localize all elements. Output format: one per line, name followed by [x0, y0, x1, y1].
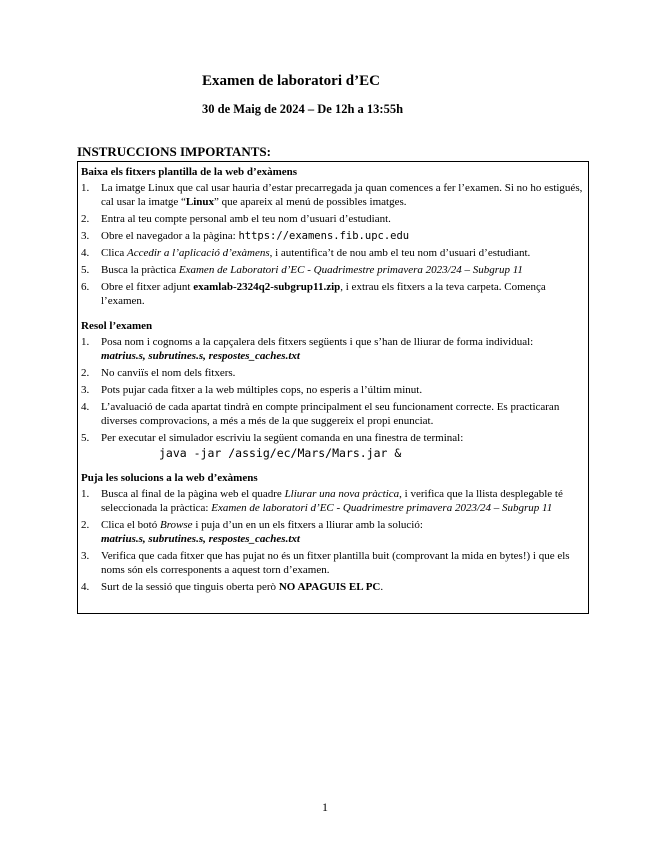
step-text: Busca al final de la pàgina web el quadre — [101, 488, 285, 500]
practice-name: Examen de laboratori d’EC - Quadrimestre primavera 2023/24 – Subgrup 11 — [211, 502, 553, 514]
step-text: Posa nom i cognoms a la capçalera dels fitxers següents i que s’han de lliurar de forma individual: — [101, 336, 534, 348]
item-number: 1. — [81, 488, 90, 500]
download-steps-list — [81, 181, 588, 308]
item-number: 3. — [81, 230, 90, 242]
linux-image-name: Linux — [185, 196, 215, 208]
upload-steps-list — [81, 487, 588, 594]
step-text: ” que apareix al menú de possibles imatges. — [214, 196, 407, 208]
list-item — [81, 580, 588, 594]
item-number: 5. — [81, 432, 90, 444]
instructions-heading: INSTRUCCIONS IMPORTANTS: — [77, 144, 271, 159]
step-text: Obre el fitxer adjunt — [101, 281, 194, 293]
item-number: 3. — [81, 384, 90, 396]
step-text: Clica el botó — [101, 519, 160, 531]
step-text: No canviïs el nom dels fitxers. — [101, 367, 236, 379]
browse-button-name: Browse — [159, 519, 193, 531]
exam-url: https://examens.fib.upc.edu — [238, 230, 410, 242]
submit-box-name: Lliurar una nova pràctica — [284, 488, 400, 500]
item-number: 2. — [81, 519, 90, 531]
section-download-title: Baixa els fitxers plantilla de la web d’exàmens — [81, 166, 298, 178]
item-number: 3. — [81, 550, 90, 562]
step-text: La imatge Linux que cal usar hauria d’estar precarregada ja quan comences a fer l’examen. Si no ho estigués, cal usar la imatge “ — [101, 182, 583, 208]
item-number: 2. — [81, 213, 90, 225]
step-text: i puja d’un en un els fitxers a lliurar amb la solució: — [192, 519, 423, 531]
list-item — [81, 246, 588, 260]
item-number: 4. — [81, 247, 90, 259]
exam-title: Examen de laboratori d’EC — [202, 73, 380, 89]
list-item — [81, 366, 588, 380]
files-list: matrius.s, subrutines.s, respostes_caches.txt — [101, 533, 300, 545]
app-access-label: Accedir a l’aplicació d’exàmens — [126, 247, 270, 259]
solve-steps-list — [81, 335, 588, 460]
warning-text: NO APAGUIS EL PC — [278, 581, 381, 593]
list-item — [81, 400, 588, 428]
list-item — [81, 549, 588, 577]
item-number: 4. — [81, 581, 90, 593]
list-item — [81, 212, 588, 226]
files-list: matrius.s, subrutines.s, respostes_caches.txt — [101, 350, 300, 362]
list-item — [81, 280, 588, 308]
exam-date: 30 de Maig de 2024 – De 12h a 13:55h — [202, 102, 404, 116]
step-text: L’avaluació de cada apartat tindrà en compte principalment el seu funcionament correcte. Es practicaran diverses comprovacions, a més a més de la que suggereix el propi enunciat. — [101, 401, 560, 427]
step-text: Per executar el simulador escriviu la següent comanda en una finestra de terminal: — [101, 432, 464, 444]
simulator-command: java -jar /assig/ec/Mars/Mars.jar & — [159, 446, 402, 460]
step-text: Entra al teu compte personal amb el teu nom d’usuari d’estudiant. — [101, 213, 391, 225]
section-solve-title: Resol l’examen — [81, 320, 153, 332]
list-item — [81, 383, 588, 397]
step-text: Busca la pràctica — [101, 264, 179, 276]
item-number: 2. — [81, 367, 90, 379]
step-text: . — [380, 581, 384, 593]
list-item — [81, 518, 588, 546]
step-text: Clica — [101, 247, 127, 259]
step-text: Pots pujar cada fitxer a la web múltiples cops, no esperis a l’últim minut. — [101, 384, 423, 396]
instructions-box — [77, 161, 589, 614]
step-text: , i autentifica’t de nou amb el teu nom d’usuari d’estudiant. — [269, 247, 531, 259]
step-text: Verifica que cada fitxer que has pujat no és un fitxer plantilla buit (comprovant la mida en bytes!) i que els noms són els corresponents a aquest torn d’examen. — [101, 550, 570, 576]
list-item — [81, 229, 588, 243]
list-item — [81, 487, 588, 515]
step-text: , i verifica que la llista desplegable té seleccionada la pràctica: — [101, 488, 563, 514]
step-text: Surt de la sessió que tinguis oberta però — [101, 581, 279, 593]
page-number: 1 — [322, 800, 328, 814]
item-number: 1. — [81, 336, 90, 348]
section-upload-title: Puja les solucions a la web d’exàmens — [81, 472, 258, 484]
practice-name: Examen de Laboratori d’EC - Quadrimestre primavera 2023/24 – Subgrup 11 — [178, 264, 523, 276]
item-number: 5. — [81, 264, 90, 276]
list-item — [81, 181, 588, 209]
step-text: Obre el navegador a la pàgina: — [101, 230, 239, 242]
item-number: 6. — [81, 281, 90, 293]
step-text: , i extrau els fitxers a la teva carpeta. Comença l’examen. — [101, 281, 546, 307]
list-item — [81, 431, 588, 460]
item-number: 1. — [81, 182, 90, 194]
zip-file-name: examlab-2324q2-subgrup11.zip — [193, 281, 341, 293]
list-item — [81, 263, 588, 277]
list-item — [81, 335, 588, 363]
item-number: 4. — [81, 401, 90, 413]
